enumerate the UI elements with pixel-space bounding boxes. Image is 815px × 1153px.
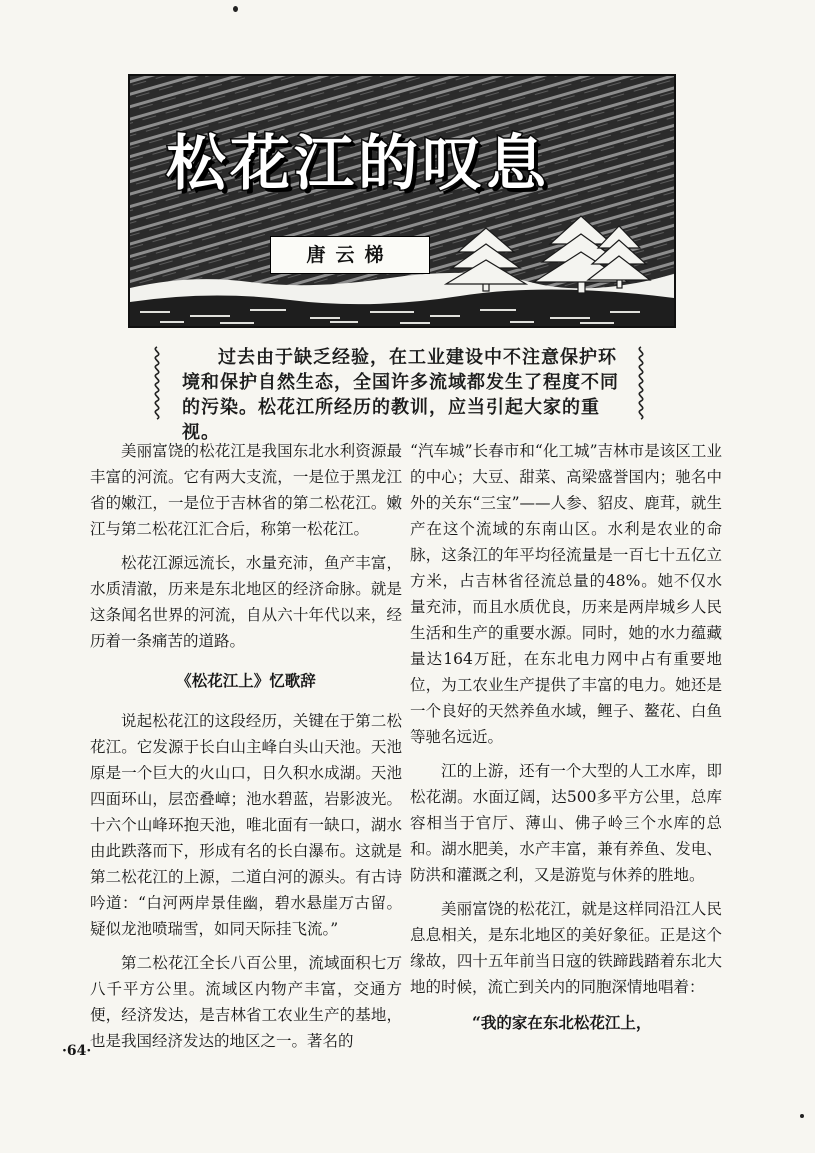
scroll-ornament-icon [150,345,164,420]
abstract-text [182,345,622,445]
song-lyric-line: “我的家在东北松花江上， [472,1013,652,1032]
ink-speck [800,1114,804,1118]
body-paragraph: 美丽富饶的松花江是我国东北水利资源最丰富的河流。它有两大支流，一是位于黑龙江省的嫩江，一是位于吉林省的第二松花江。嫩江与第二松花江汇合后，称第一松花江。 [90,442,402,538]
left-column [90,438,402,1054]
body-paragraph: 江的上游，还有一个大型的人工水库，即松花湖。水面辽阔，达500多平方公里，总库容相当于官厅、薄山、佛子岭三个水库的总和。湖水肥美，水产丰富，兼有养鱼、发电、防洪和灌溉之利，又是游览与休养的胜地。 [410,762,722,884]
ink-speck [233,6,238,12]
body-paragraph: 松花江源远流长，水量充沛，鱼产丰富，水质清澈，历来是东北地区的经济命脉。就是这条闻名世界的河流，自从六十年代以来，经历着一条痛苦的道路。 [90,554,402,650]
body-paragraph: 说起松花江的这段经历，关键在于第二松花江。它发源于长白山主峰白头山天池。天池原是一个巨大的火山口，日久积水成湖。天池四面环山，层峦叠嶂；池水碧蓝，岩影波光。十六个山峰环抱天池，唯北面有一缺口，湖水由此跌落而下，形成有名的长白瀑布。这就是第二松花江的上源，二道白河的源头。有古诗吟道：“白河两岸景佳幽，碧水悬崖万古留。疑似龙池喷瑞雪，如同天际挂飞流。” [90,712,402,938]
right-column [410,438,722,1036]
section-heading: 《松花江上》忆歌辞 [176,672,316,690]
scroll-ornament-icon [634,345,648,420]
author-name: 唐云梯 [270,236,430,274]
body-paragraph: 美丽富饶的松花江，就是这样同沿江人民息息相关，是东北地区的美好象征。正是这个缘故，四十五年前当日寇的铁蹄践踏着东北大地的时候，流亡到关内的同胞深情地唱着： [410,900,722,996]
article-title: 松花江的叹息 [166,129,550,199]
abstract-body: 过去由于缺乏经验，在工业建设中不注意保护环境和保护自然生态，全国许多流域都发生了程度不同的污染。松花江所经历的教训，应当引起大家的重视。 [182,347,619,443]
page-number: ·64· [62,1043,92,1059]
header-illustration [128,74,676,328]
body-paragraph-continued: “汽车城”长春市和“化工城”吉林市是该区工业的中心；大豆、甜菜、高梁盛誉国内；驰名中外的关东“三宝”——人参、貂皮、鹿茸，就生产在这个流域的东南山区。水利是农业的命脉，这条江的年平均径流量是一百七十五亿立方米，占吉林省径流总量的48%。她不仅水量充沛，而且水质优良，历来是两岸城乡人民生活和生产的重要水源。同时，她的水力蕴藏量达164万瓩，在东北电力网中占有重要地位，为工农业生产提供了丰富的电力。她还是一个良好的天然养鱼水域，鲤子、鳌花、白鱼等驰名远近。 [410,442,722,746]
abstract-box [150,345,650,443]
body-paragraph: 第二松花江全长八百公里，流域面积七万八千平方公里。流域区内物产丰富，交通方便，经济发达，是吉林省工农业生产的基地，也是我国经济发达的地区之一。著名的 [90,954,402,1050]
